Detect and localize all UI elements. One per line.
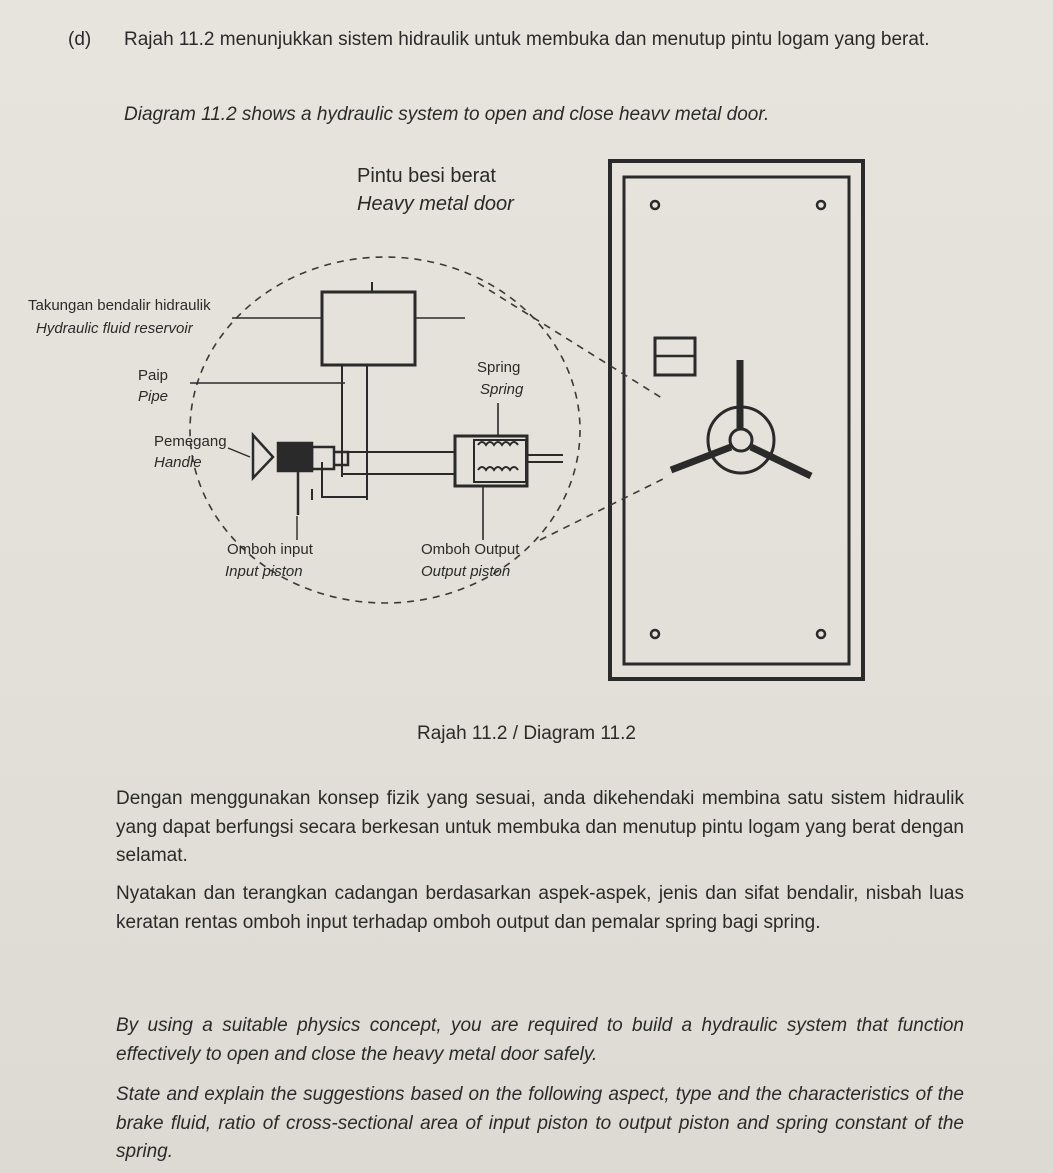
door-label-ms: Pintu besi berat	[357, 165, 496, 187]
instruction-en-2: State and explain the suggestions based on the following aspect, type and the characteristics of the brake fluid, ratio of cross-sectional area of input piston to output piston and spring constant of the spring.	[116, 1084, 964, 1162]
instruction-en-1: By using a suitable physics concept, you are required to build a hydraulic system that function effectively to open and close the heavy metal door safely.	[116, 1015, 964, 1065]
input-piston-label-ms: Omboh input	[227, 541, 313, 558]
instruction-ms-2: Nyatakan dan terangkan cadangan berdasarkan aspek-aspek, jenis dan sifat bendalir, nisbah luas keratan rentas omboh input terhadap omboh output dan pemalar spring bagi spring.	[116, 883, 964, 933]
pipe-label-en: Pipe	[138, 388, 169, 405]
handle-label-ms: Pemegang	[154, 433, 227, 450]
output-piston-label-en: Output piston	[421, 563, 511, 580]
instruction-ms-1: Dengan menggunakan konsep fizik yang sesuai, anda dikehendaki membina satu sistem hidraulik yang dapat berfungsi secara berkesan untuk membuka dan menutup pintu logam yang berat dengan selamat.	[116, 788, 964, 866]
heavy-metal-door	[610, 161, 863, 679]
question-intro-en: Diagram 11.2 shows a hydraulic system to open and close heavv metal door.	[124, 104, 770, 125]
diagram-caption: Rajah 11.2 / Diagram 11.2	[417, 723, 636, 744]
input-piston	[253, 435, 348, 515]
output-piston-label-ms: Omboh Output	[421, 541, 520, 558]
pipe	[190, 365, 455, 500]
spring-label-en: Spring	[480, 381, 524, 398]
door-label-en: Heavy metal door	[357, 193, 514, 215]
output-piston	[455, 403, 563, 540]
spring-label-ms: Spring	[477, 359, 521, 376]
hydraulic-diagram	[0, 150, 1053, 710]
pipe-label-ms: Paip	[138, 367, 169, 384]
reservoir-label-en: Hydraulic fluid reservoir	[36, 320, 193, 337]
input-piston-label-en: Input piston	[225, 563, 303, 580]
handle-label-en: Handle	[154, 454, 202, 471]
question-intro-ms: Rajah 11.2 menunjukkan sistem hidraulik untuk membuka dan menutup pintu logam yang berat.	[124, 29, 930, 50]
reservoir-label-ms: Takungan bendalir hidraulik	[28, 297, 211, 314]
question-number: (d)	[68, 29, 92, 50]
fluid-reservoir	[232, 282, 465, 365]
